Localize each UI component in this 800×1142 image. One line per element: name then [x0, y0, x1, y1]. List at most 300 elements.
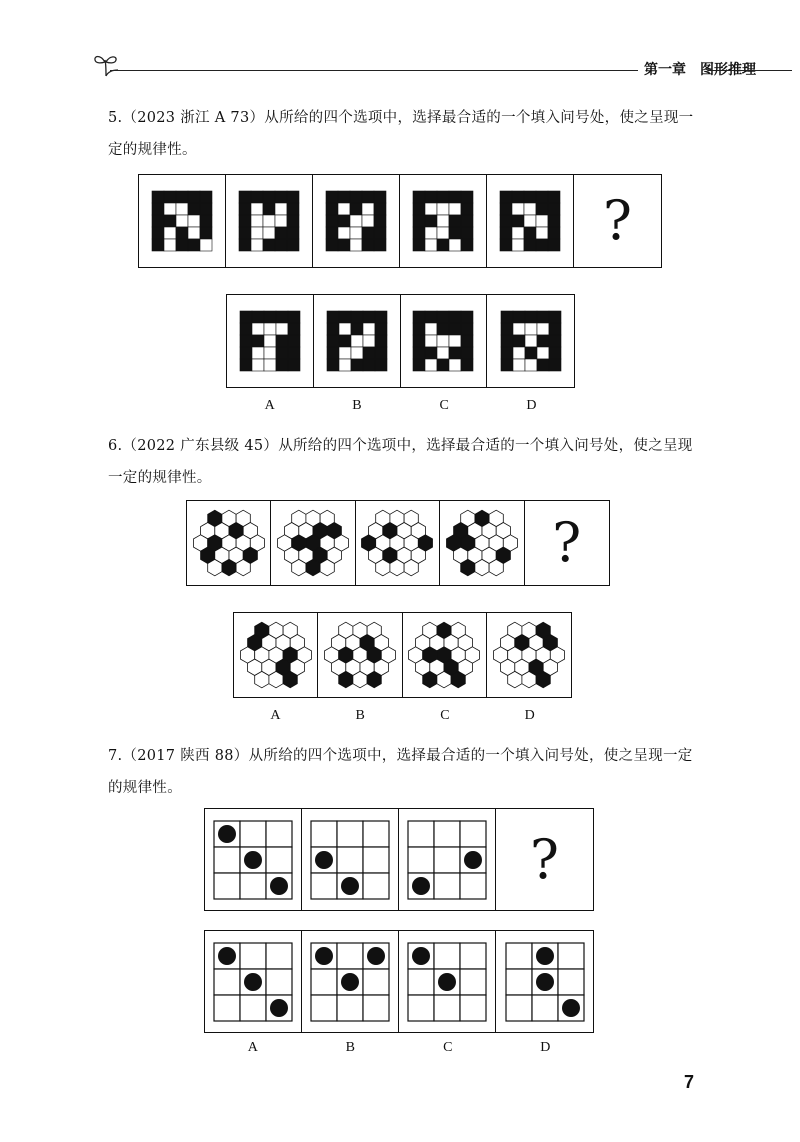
white-square: [251, 203, 263, 215]
black-hexagon: [339, 671, 353, 687]
white-square: [363, 323, 375, 335]
question-6-options-strip: [233, 612, 572, 698]
figure-cell[interactable]: [205, 809, 302, 910]
black-hexagon: [283, 671, 297, 687]
black-dot: [367, 947, 385, 965]
question-mark: ?: [530, 827, 559, 891]
white-square: [513, 347, 525, 359]
grid-cell: [337, 821, 363, 847]
black-square: [413, 359, 425, 371]
black-square: [501, 323, 513, 335]
grid-cell: [460, 943, 486, 969]
black-square: [413, 227, 425, 239]
figure-cell[interactable]: [313, 175, 400, 267]
grid-cell: [460, 873, 486, 899]
white-square: [513, 323, 525, 335]
black-square: [425, 215, 437, 227]
black-square: [549, 311, 561, 323]
white-square: [338, 203, 350, 215]
white-square: [437, 203, 449, 215]
figure-cell[interactable]: [226, 175, 313, 267]
black-square: [413, 203, 425, 215]
black-square: [152, 203, 164, 215]
black-square: [374, 191, 386, 203]
dot-grid-figure: [213, 820, 293, 900]
black-dot: [438, 973, 456, 991]
white-square: [339, 359, 351, 371]
black-square: [240, 335, 252, 347]
black-square: [413, 239, 425, 251]
black-square: [500, 203, 512, 215]
chapter-title: 第一章 图形推理: [644, 62, 756, 78]
option-label: A: [264, 398, 275, 413]
black-square: [501, 311, 513, 323]
grid-cell: [558, 943, 584, 969]
black-square: [287, 191, 299, 203]
block-grid-figure: [499, 190, 561, 252]
white-square: [275, 203, 287, 215]
white-square: [449, 335, 461, 347]
white-square: [437, 227, 449, 239]
black-square: [339, 311, 351, 323]
figure-cell[interactable]: [399, 931, 496, 1032]
black-square: [549, 347, 561, 359]
white-square: [263, 227, 275, 239]
grid-cell: [240, 873, 266, 899]
white-hexagon: [405, 559, 419, 575]
black-square: [363, 359, 375, 371]
white-square: [164, 203, 176, 215]
black-hexagon: [367, 671, 381, 687]
black-hexagon: [222, 559, 236, 575]
grid-cell: [408, 969, 434, 995]
figure-cell[interactable]: [356, 501, 440, 585]
hexagon-cluster-figure: [406, 619, 482, 691]
grid-cell: [434, 873, 460, 899]
black-square: [164, 215, 176, 227]
grid-cell: [408, 821, 434, 847]
white-square: [525, 323, 537, 335]
black-square: [501, 335, 513, 347]
black-square: [327, 359, 339, 371]
black-dot: [244, 973, 262, 991]
figure-cell[interactable]: [440, 501, 524, 585]
question-mark-cell[interactable]: [574, 175, 661, 267]
figure-cell[interactable]: [234, 613, 318, 697]
block-grid-figure: [412, 310, 474, 372]
white-square: [524, 203, 536, 215]
question-mark: ?: [603, 189, 632, 252]
grid-cell: [363, 847, 389, 873]
black-square: [239, 215, 251, 227]
hexagon-cluster-figure: [491, 619, 567, 691]
black-square: [536, 239, 548, 251]
black-square: [327, 347, 339, 359]
question-mark-cell[interactable]: [496, 809, 593, 910]
black-square: [327, 323, 339, 335]
white-square: [425, 239, 437, 251]
question-5-options-strip: [226, 294, 575, 388]
black-dot: [244, 851, 262, 869]
black-square: [351, 323, 363, 335]
white-square: [512, 203, 524, 215]
black-square: [536, 191, 548, 203]
black-square: [437, 191, 449, 203]
figure-cell[interactable]: [187, 501, 271, 585]
black-square: [413, 347, 425, 359]
figure-cell[interactable]: [139, 175, 226, 267]
white-square: [252, 347, 264, 359]
black-square: [239, 191, 251, 203]
black-square: [326, 203, 338, 215]
black-square: [549, 359, 561, 371]
black-dot: [270, 999, 288, 1017]
grid-cell: [434, 847, 460, 873]
figure-cell[interactable]: [487, 175, 574, 267]
black-square: [500, 239, 512, 251]
black-dot: [341, 973, 359, 991]
black-square: [548, 191, 560, 203]
white-square: [200, 239, 212, 251]
black-square: [362, 227, 374, 239]
grid-cell: [506, 969, 532, 995]
black-square: [437, 239, 449, 251]
grid-cell: [506, 995, 532, 1021]
white-square: [176, 215, 188, 227]
grid-cell: [363, 969, 389, 995]
grid-cell: [363, 821, 389, 847]
question-7-puzzle-strip: [204, 808, 594, 911]
figure-cell[interactable]: [205, 931, 302, 1032]
white-square: [251, 227, 263, 239]
option-label: C: [439, 398, 449, 413]
black-square: [524, 227, 536, 239]
black-square: [513, 335, 525, 347]
white-hexagon: [437, 671, 451, 687]
black-square: [326, 227, 338, 239]
black-square: [537, 311, 549, 323]
black-square: [264, 311, 276, 323]
white-square: [252, 359, 264, 371]
white-square: [362, 215, 374, 227]
white-square: [264, 359, 276, 371]
black-square: [449, 227, 461, 239]
grid-cell: [558, 969, 584, 995]
black-hexagon: [536, 671, 550, 687]
black-square: [351, 311, 363, 323]
black-square: [240, 359, 252, 371]
grid-cell: [240, 821, 266, 847]
figure-cell[interactable]: [400, 175, 487, 267]
white-square: [251, 239, 263, 251]
white-hexagon: [522, 671, 536, 687]
grid-cell: [311, 995, 337, 1021]
black-square: [375, 335, 387, 347]
black-square: [449, 347, 461, 359]
figure-cell[interactable]: [227, 295, 314, 387]
black-square: [524, 191, 536, 203]
white-square: [164, 239, 176, 251]
white-square: [363, 335, 375, 347]
black-square: [501, 347, 513, 359]
grid-cell: [337, 943, 363, 969]
white-square: [449, 359, 461, 371]
black-square: [152, 239, 164, 251]
grid-cell: [434, 995, 460, 1021]
question-5-text: 5.（2023 浙江 A 73）从所给的四个选项中，选择最合适的一个填入问号处，使之呈现一定的规律性。: [108, 110, 694, 158]
black-square: [176, 227, 188, 239]
black-square: [374, 239, 386, 251]
black-square: [263, 239, 275, 251]
black-dot: [218, 947, 236, 965]
page-number: 7: [683, 1072, 694, 1092]
question-7-text: 7.（2017 陕西 88）从所给的四个选项中，选择最合适的一个填入问号处，使之呈现一定的规律性。: [108, 748, 693, 796]
grid-cell: [311, 821, 337, 847]
block-grid-figure: [412, 190, 474, 252]
white-square: [350, 215, 362, 227]
white-square: [264, 347, 276, 359]
black-square: [240, 323, 252, 335]
black-square: [449, 311, 461, 323]
figure-cell[interactable]: [302, 809, 399, 910]
white-hexagon: [475, 559, 489, 575]
block-grid-figure: [151, 190, 213, 252]
dot-grid-figure: [407, 820, 487, 900]
dot-grid-figure: [310, 942, 390, 1022]
white-hexagon: [489, 559, 503, 575]
black-square: [425, 191, 437, 203]
dot-grid-figure: [407, 942, 487, 1022]
white-square: [425, 203, 437, 215]
question-6-puzzle-strip: [186, 500, 610, 586]
black-square: [362, 239, 374, 251]
black-square: [326, 191, 338, 203]
figure-cell[interactable]: [318, 613, 402, 697]
grid-cell: [337, 995, 363, 1021]
grid-cell: [363, 873, 389, 899]
white-square: [275, 215, 287, 227]
option-label: B: [355, 708, 365, 723]
figure-cell[interactable]: [302, 931, 399, 1032]
black-square: [449, 191, 461, 203]
black-square: [375, 311, 387, 323]
black-square: [275, 227, 287, 239]
white-square: [264, 323, 276, 335]
question-6-option-labels: [233, 708, 572, 724]
black-square: [363, 347, 375, 359]
figure-cell[interactable]: [487, 295, 574, 387]
white-hexagon: [269, 671, 283, 687]
grid-cell: [434, 821, 460, 847]
grid-cell: [363, 995, 389, 1021]
black-hexagon: [306, 559, 320, 575]
hexagon-cluster-figure: [275, 507, 351, 579]
option-label: D: [526, 398, 537, 413]
black-square: [549, 335, 561, 347]
black-square: [176, 191, 188, 203]
block-grid-figure: [238, 190, 300, 252]
grid-cell: [460, 969, 486, 995]
black-square: [239, 239, 251, 251]
hexagon-cluster-figure: [444, 507, 520, 579]
black-dot: [341, 877, 359, 895]
white-square: [252, 323, 264, 335]
white-square: [536, 227, 548, 239]
block-grid-figure: [500, 310, 562, 372]
running-header: [92, 50, 792, 80]
black-square: [449, 323, 461, 335]
black-square: [524, 239, 536, 251]
black-square: [276, 311, 288, 323]
figure-cell[interactable]: [271, 501, 355, 585]
black-square: [548, 227, 560, 239]
white-hexagon: [376, 559, 390, 575]
black-square: [413, 215, 425, 227]
white-hexagon: [320, 559, 334, 575]
white-square: [512, 227, 524, 239]
white-square: [512, 239, 524, 251]
white-square: [449, 239, 461, 251]
white-hexagon: [207, 559, 221, 575]
black-square: [176, 239, 188, 251]
black-square: [437, 323, 449, 335]
black-square: [513, 311, 525, 323]
black-square: [326, 215, 338, 227]
black-square: [461, 359, 473, 371]
black-square: [500, 215, 512, 227]
black-square: [251, 191, 263, 203]
black-square: [326, 239, 338, 251]
white-square: [338, 227, 350, 239]
option-label: B: [345, 1040, 355, 1055]
black-dot: [270, 877, 288, 895]
white-hexagon: [508, 671, 522, 687]
black-square: [200, 227, 212, 239]
question-mark-cell[interactable]: [525, 501, 609, 585]
black-square: [252, 335, 264, 347]
white-square: [437, 347, 449, 359]
black-dot: [315, 947, 333, 965]
grid-cell: [266, 969, 292, 995]
grid-cell: [240, 943, 266, 969]
black-square: [461, 347, 473, 359]
black-square: [287, 215, 299, 227]
black-square: [188, 239, 200, 251]
black-square: [288, 323, 300, 335]
grid-cell: [214, 969, 240, 995]
black-square: [461, 335, 473, 347]
black-square: [288, 335, 300, 347]
sprout-icon: [92, 50, 120, 80]
white-square: [263, 215, 275, 227]
black-square: [500, 227, 512, 239]
black-square: [188, 203, 200, 215]
black-square: [549, 323, 561, 335]
black-square: [461, 203, 473, 215]
black-square: [350, 191, 362, 203]
black-square: [512, 215, 524, 227]
black-square: [276, 347, 288, 359]
white-square: [524, 215, 536, 227]
question-7-option-labels: [204, 1040, 594, 1056]
white-square: [425, 335, 437, 347]
figure-cell[interactable]: [403, 613, 487, 697]
figure-cell[interactable]: [496, 931, 593, 1032]
black-square: [461, 323, 473, 335]
grid-cell: [408, 847, 434, 873]
figure-cell[interactable]: [314, 295, 401, 387]
white-square: [437, 215, 449, 227]
black-square: [525, 347, 537, 359]
black-square: [200, 203, 212, 215]
black-dot: [412, 877, 430, 895]
black-square: [263, 191, 275, 203]
black-square: [461, 227, 473, 239]
white-square: [537, 323, 549, 335]
dot-grid-figure: [505, 942, 585, 1022]
question-6-text: 6.（2022 广东县级 45）从所给的四个选项中，选择最合适的一个填入问号处，使之呈现一定的规律性。: [108, 438, 693, 486]
figure-cell[interactable]: [399, 809, 496, 910]
white-square: [525, 359, 537, 371]
black-square: [374, 227, 386, 239]
white-square: [188, 215, 200, 227]
figure-cell[interactable]: [487, 613, 571, 697]
white-square: [351, 347, 363, 359]
white-square: [188, 227, 200, 239]
white-square: [525, 335, 537, 347]
black-square: [338, 215, 350, 227]
black-square: [288, 359, 300, 371]
black-square: [461, 191, 473, 203]
header-rule-left: [110, 70, 638, 71]
hexagon-cluster-figure: [191, 507, 267, 579]
figure-cell[interactable]: [401, 295, 488, 387]
black-square: [275, 191, 287, 203]
white-square: [536, 215, 548, 227]
black-square: [375, 359, 387, 371]
black-square: [338, 191, 350, 203]
grid-cell: [266, 821, 292, 847]
black-square: [164, 191, 176, 203]
black-square: [339, 335, 351, 347]
grid-cell: [337, 847, 363, 873]
black-dot: [562, 999, 580, 1017]
white-hexagon: [353, 671, 367, 687]
white-square: [339, 347, 351, 359]
black-square: [252, 311, 264, 323]
grid-cell: [460, 821, 486, 847]
hexagon-cluster-figure: [322, 619, 398, 691]
black-square: [413, 311, 425, 323]
black-dot: [536, 973, 554, 991]
black-square: [425, 311, 437, 323]
option-label: B: [352, 398, 362, 413]
question-7-options-strip: [204, 930, 594, 1033]
black-square: [327, 311, 339, 323]
black-square: [275, 239, 287, 251]
black-square: [350, 203, 362, 215]
block-grid-figure: [325, 190, 387, 252]
white-square: [425, 323, 437, 335]
grid-cell: [311, 873, 337, 899]
black-square: [152, 215, 164, 227]
white-square: [362, 203, 374, 215]
hexagon-cluster-figure: [359, 507, 435, 579]
black-square: [413, 335, 425, 347]
black-square: [437, 359, 449, 371]
grid-cell: [214, 995, 240, 1021]
black-hexagon: [423, 671, 437, 687]
